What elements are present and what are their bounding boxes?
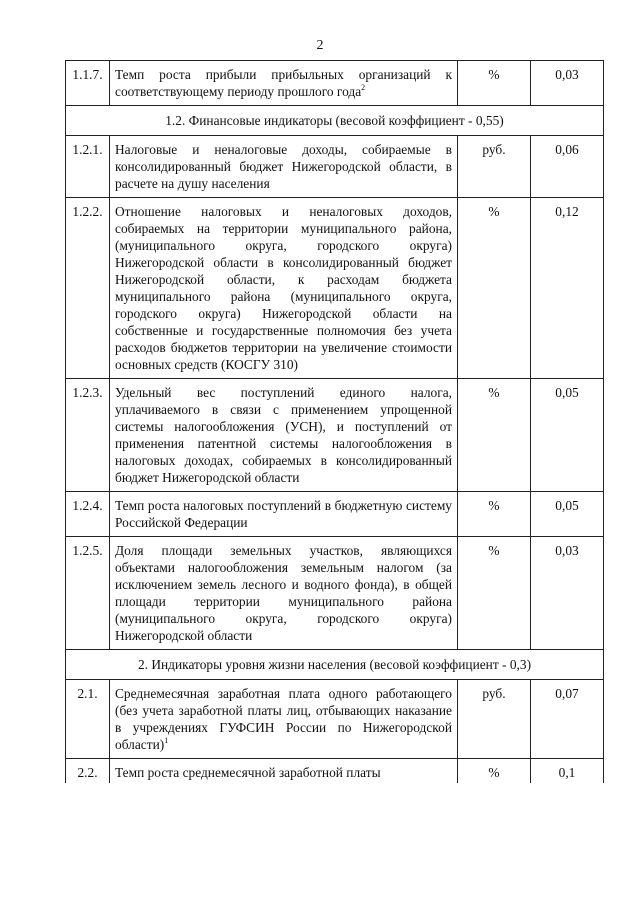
indicator-number xyxy=(66,136,110,198)
table-row xyxy=(66,379,604,492)
indicator-unit-text: руб. xyxy=(482,686,506,701)
indicator-weight-text: 0,05 xyxy=(555,498,579,513)
indicator-number-text: 1.2.2. xyxy=(72,204,103,219)
indicator-description-text: Налоговые и неналоговые доходы, собираемые в консолидированный бюджет Нижегородской области, в расчете на душу населения xyxy=(115,142,452,191)
indicator-number-text: 2.2. xyxy=(77,765,98,780)
indicator-unit-text: % xyxy=(488,765,500,780)
indicator-unit xyxy=(458,198,531,379)
indicator-number-text: 2.1. xyxy=(77,686,98,701)
indicator-unit-text: руб. xyxy=(482,142,506,157)
indicator-unit-text: % xyxy=(488,498,500,513)
indicator-number-text: 1.1.7. xyxy=(72,67,103,82)
indicator-weight xyxy=(531,537,604,650)
indicator-number xyxy=(66,61,110,106)
indicator-number-text: 1.2.4. xyxy=(72,498,103,513)
indicator-weight xyxy=(531,379,604,492)
indicator-unit xyxy=(458,537,531,650)
page-number: 2 xyxy=(316,38,324,53)
indicator-weight-text: 0,06 xyxy=(555,142,579,157)
indicator-description-text: Удельный вес поступлений единого налога, уплачиваемого в связи с применением упрощенной системы налогообложения (УСН), и поступлений от применения патентной системы налогообложения в налоговых доходах, собираемых в консолидированный бюджет Нижегородской области xyxy=(115,385,452,485)
indicator-unit-text: % xyxy=(488,204,500,219)
section-header-row xyxy=(66,650,604,680)
indicator-weight xyxy=(531,61,604,106)
indicator-unit xyxy=(458,759,531,784)
indicator-number xyxy=(66,492,110,537)
indicator-unit xyxy=(458,136,531,198)
indicator-description xyxy=(110,680,458,759)
indicator-unit-text: % xyxy=(488,67,500,82)
indicator-number-text: 1.2.1. xyxy=(72,142,103,157)
indicator-weight-text: 0,1 xyxy=(558,765,576,780)
indicator-description xyxy=(110,61,458,106)
indicator-unit-text: % xyxy=(488,543,500,558)
table-row xyxy=(66,759,604,784)
indicator-unit xyxy=(458,680,531,759)
indicator-weight xyxy=(531,492,604,537)
indicator-description xyxy=(110,136,458,198)
indicators-table xyxy=(65,60,604,783)
indicator-description xyxy=(110,198,458,379)
indicator-description xyxy=(110,379,458,492)
table-row xyxy=(66,61,604,106)
indicator-weight xyxy=(531,759,604,784)
indicator-unit xyxy=(458,61,531,106)
indicator-description-text: Темп роста налоговых поступлений в бюджетную систему Российской Федерации xyxy=(115,498,452,530)
indicator-weight xyxy=(531,680,604,759)
section-header-row xyxy=(66,106,604,136)
indicator-description-text: Темп роста среднемесячной заработной платы xyxy=(115,765,381,780)
indicator-weight-text: 0,03 xyxy=(555,543,579,558)
indicator-number xyxy=(66,379,110,492)
table-row xyxy=(66,492,604,537)
table-row xyxy=(66,198,604,379)
table-row xyxy=(66,136,604,198)
footnote-marker: 1 xyxy=(164,736,169,745)
table-row xyxy=(66,537,604,650)
table-row xyxy=(66,680,604,759)
indicator-description xyxy=(110,492,458,537)
indicator-number-text: 1.2.5. xyxy=(72,543,103,558)
indicator-number xyxy=(66,759,110,784)
indicator-number xyxy=(66,680,110,759)
indicator-description-text: Доля площади земельных участков, являющихся объектами налогообложения земельным налогом (за исключением земель лесного и водного фонда), в общей площади территории муниципального района (муниципального округа, городского округа) Нижегородской области xyxy=(115,543,452,643)
section-title: 1.2. Финансовые индикаторы (весовой коэффициент - 0,55) xyxy=(66,106,604,136)
indicator-weight-text: 0,05 xyxy=(555,385,579,400)
indicator-description xyxy=(110,759,458,784)
indicator-description xyxy=(110,537,458,650)
indicator-number xyxy=(66,198,110,379)
indicator-description-text: Темп роста прибыли прибыльных организаций к соответствующему периоду прошлого года xyxy=(115,67,452,99)
footnote-marker: 2 xyxy=(361,83,366,92)
section-title: 2. Индикаторы уровня жизни населения (весовой коэффициент - 0,3) xyxy=(66,650,604,680)
indicator-number-text: 1.2.3. xyxy=(72,385,103,400)
indicator-weight-text: 0,07 xyxy=(555,686,579,701)
indicator-weight xyxy=(531,198,604,379)
indicator-unit xyxy=(458,379,531,492)
indicator-description-text: Отношение налоговых и неналоговых доходов, собираемых на территории муниципального района, (муниципального округа, городского округа) Нижегородской области в консолидированный бюджет Нижегородской области, к расходам бюджета муниципального района (муниципального округа, городского округа) Нижегородской области на собственные и государственные полномочия без учета расходов бюджетов территории на увеличение стоимости основных средств (КОСГУ 310) xyxy=(115,204,452,372)
indicator-number xyxy=(66,537,110,650)
indicator-weight-text: 0,12 xyxy=(555,204,579,219)
indicator-weight xyxy=(531,136,604,198)
indicator-weight-text: 0,03 xyxy=(555,67,579,82)
indicator-unit xyxy=(458,492,531,537)
indicator-unit-text: % xyxy=(488,385,500,400)
indicator-description-text: Среднемесячная заработная плата одного работающего (без учета заработной платы лиц, отбывающих наказание в учреждениях ГУФСИН России по Нижегородской области) xyxy=(115,686,452,752)
